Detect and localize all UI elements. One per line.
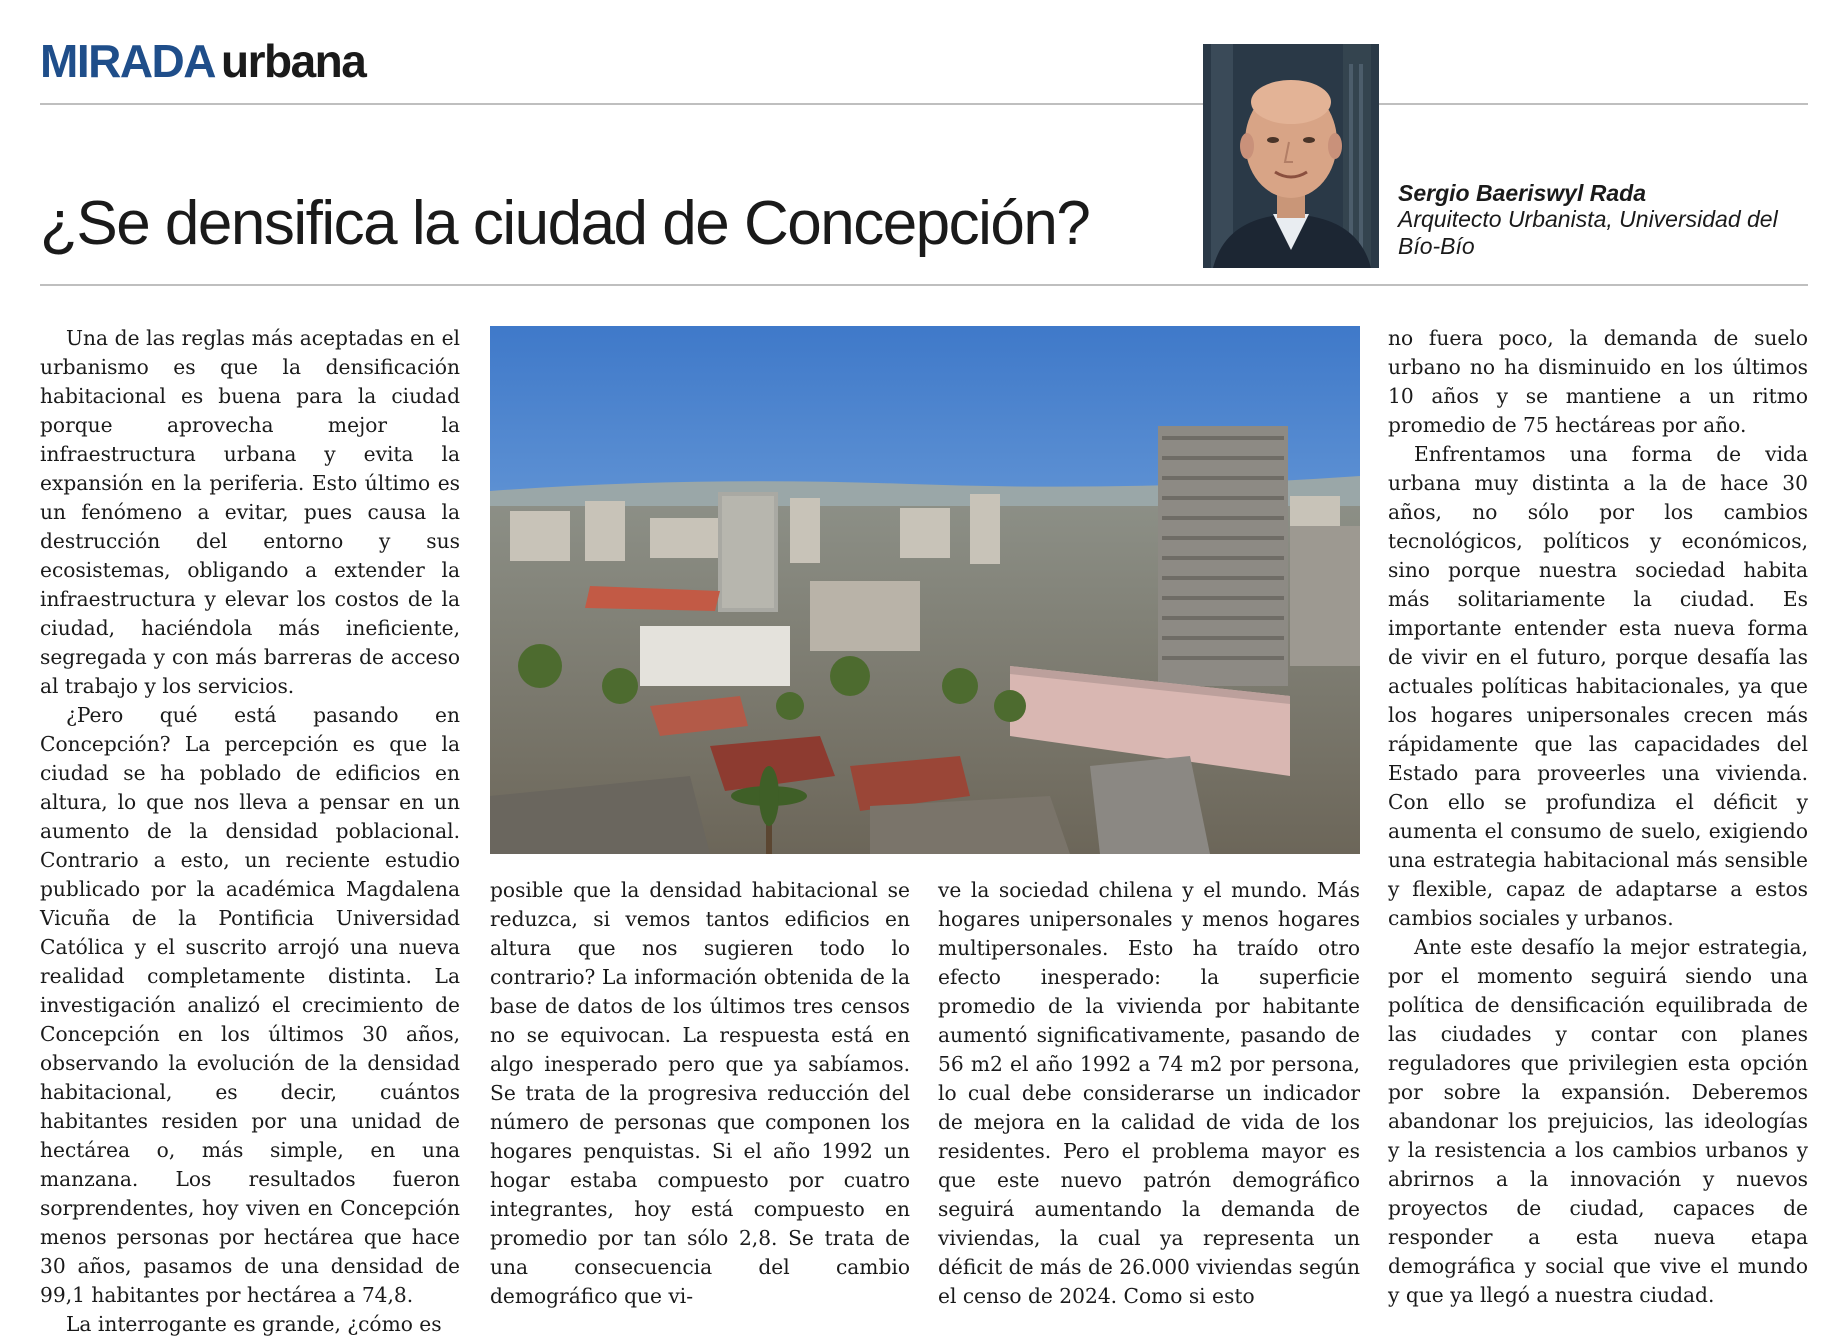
author-role: Arquitecto Urbanista, Universidad del Bío-Bío xyxy=(1398,206,1778,259)
article-column-4 xyxy=(1388,324,1808,1310)
author-portrait xyxy=(1203,44,1379,268)
paragraph: Una de las reglas más aceptadas en el urbanismo es que la densificación habitacional es buena para la ciudad porque aprovecha mejor la infraestructura urbana y evita la expansión en la periferia. Esto último es un fenómeno a evitar, pues causa la destrucción del entorno y sus ecosistemas, obligando a extender la infraestructura y elevar los costos de la ciudad, haciéndola más ineficiente, segregada y con más barreras de acceso al trabajo y los servicios. xyxy=(40,326,460,698)
author-name: Sergio Baeriswyl Rada xyxy=(1398,180,1646,206)
section-title xyxy=(40,35,366,87)
article-column-2 xyxy=(490,876,910,1311)
paragraph: Enfrentamos una forma de vida urbana muy distinta a la de hace 30 años, no sólo por los cambios tecnológicos, políticos y económicos, sino porque nuestra sociedad habita más solitariamente la ciudad. Es importante entender esta nueva forma de vivir en el futuro, porque desafía las actuales políticas habitacionales, ya que los hogares unipersonales crecen más rápidamente que las capacidades del Estado para proveerles una vivienda. Con ello se profundiza el déficit y aumenta el consumo de suelo, exigiendo una estrategia habitacional más sensible y flexible, capaz de adaptarse a estos cambios sociales y urbanos. xyxy=(1388,442,1808,930)
paragraph: La interrogante es grande, ¿cómo es xyxy=(66,1312,442,1336)
paragraph: ve la sociedad chilena y el mundo. Más hogares unipersonales y menos hogares multipersonales. Esto ha traído otro efecto inesperado: la superficie promedio de la vivienda por habitante aumentó significativamente, pasando de 56 m2 el año 1992 a 74 m2 por persona, lo cual debe considerarse un indicador de mejora en la calidad de vida de los residentes. Pero el problema mayor es que este nuevo patrón demográfico seguirá aumentando la demanda de viviendas, la cual ya representa un déficit de más de 26.000 viviendas según el censo de 2024. Como si esto xyxy=(938,878,1360,1308)
headline: ¿Se densifica la ciudad de Concepción? xyxy=(40,189,1090,258)
article-column-1 xyxy=(40,324,460,1339)
author-byline xyxy=(1398,180,1798,259)
top-divider xyxy=(40,103,1808,105)
article-column-3 xyxy=(938,876,1360,1311)
paragraph: no fuera poco, la demanda de suelo urbano no ha disminuido en los últimos 10 años y se mantiene a un ritmo promedio de 75 hectáreas por año. xyxy=(1388,326,1808,437)
city-photo xyxy=(490,326,1360,854)
headline-divider xyxy=(40,284,1808,286)
paragraph: ¿Pero qué está pasando en Concepción? La percepción es que la ciudad se ha poblado de edificios en altura, lo que nos lleva a pensar en un aumento de la densidad poblacional. Contrario a esto, un reciente estudio publicado por la académica Magdalena Vicuña de la Pontificia Universidad Católica y el suscrito arrojó una nueva realidad completamente distinta. La investigación analizó el crecimiento de Concepción en los últimos 30 años, observando la evolución de la densidad habitacional, es decir, cuántos habitantes residen por una unidad de hectárea o, más simple, en una manzana. Los resultados fueron sorprendentes, hoy viven en Concepción menos personas por hectárea que hace 30 años, pasamos de una densidad de 99,1 habitantes por hectárea a 74,8. xyxy=(40,703,460,1307)
section-title-mirada: MIRADA xyxy=(40,35,215,87)
paragraph: posible que la densidad habitacional se reduzca, si vemos tantos edificios en altura que nos sugieren todo lo contrario? La información obtenida de la base de datos de los últimos tres censos no se equivocan. La respuesta está en algo inesperado pero que ya sabíamos. Se trata de la progresiva reducción del número de personas que componen los hogares penquistas. Si el año 1992 un hogar estaba compuesto por cuatro integrantes, hoy está compuesto en promedio por tan sólo 2,8. Se trata de una consecuencia del cambio demográfico que vi- xyxy=(490,878,910,1308)
section-title-urbana: urbana xyxy=(220,35,366,87)
paragraph: Ante este desafío la mejor estrategia, por el momento seguirá siendo una política de densificación equilibrada de las ciudades y contar con planes reguladores que privilegien esta opción por sobre la expansión. Deberemos abandonar los prejuicios, las ideologías y la resistencia a los cambios urbanos y abrirnos a la innovación y nuevos proyectos de ciudad, capaces de responder a esta nueva etapa demográfica y social que vive el mundo y que ya llegó a nuestra ciudad. xyxy=(1388,935,1808,1307)
